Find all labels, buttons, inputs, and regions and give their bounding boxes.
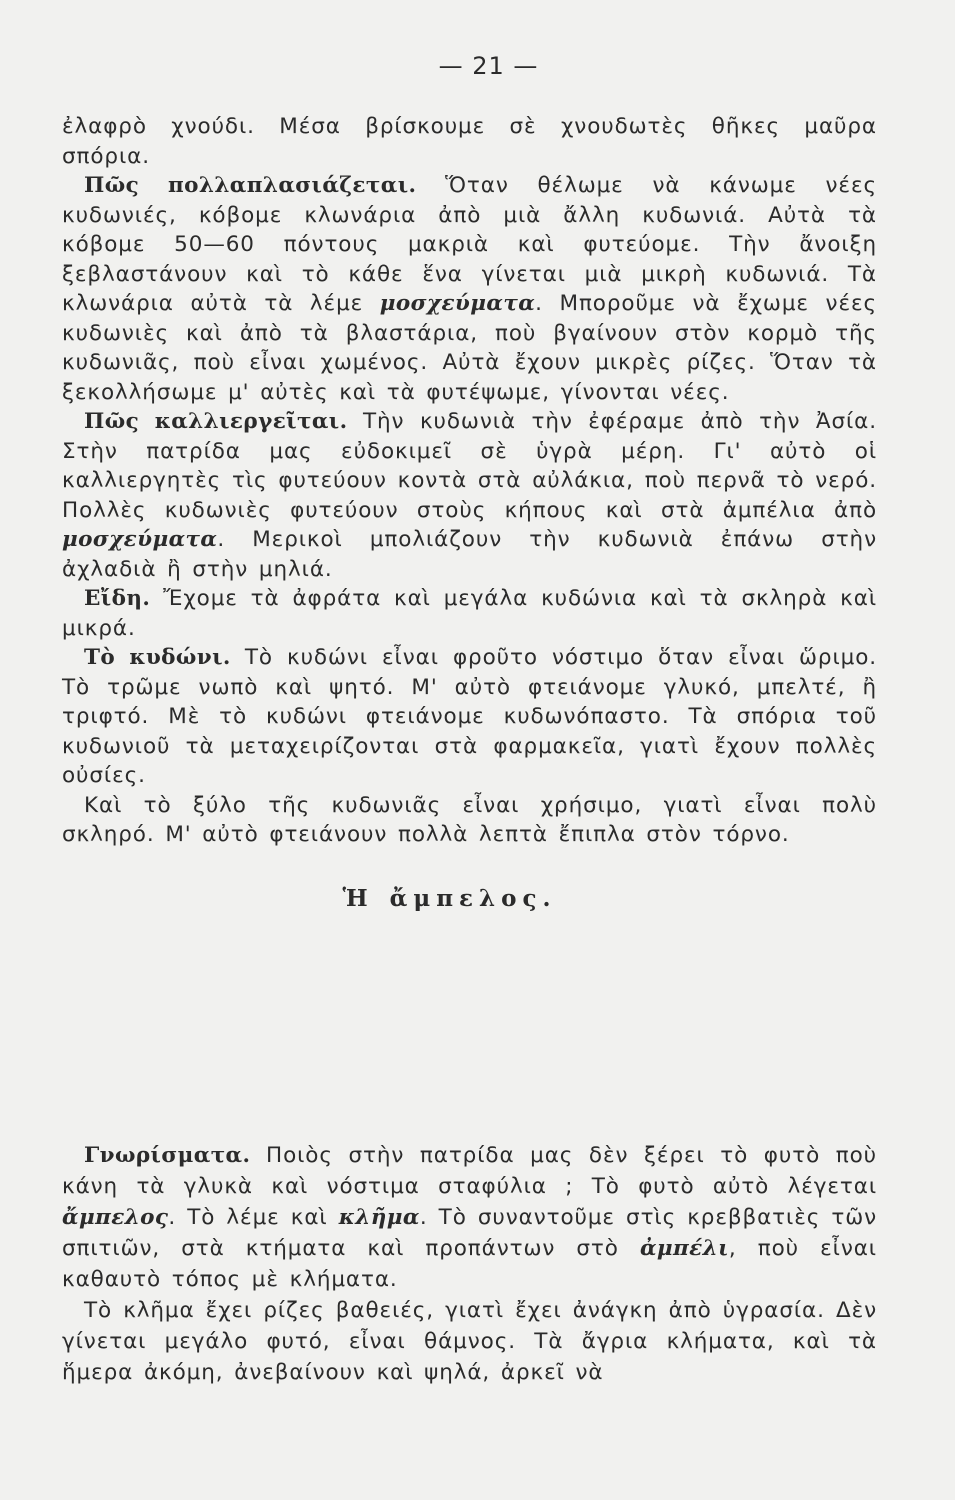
section-title-article: Ἡ: [342, 884, 368, 912]
heading-fruit: Τὸ κυδώνι.: [84, 645, 231, 670]
paragraph-roots: Τὸ κλῆμα ἔχει ρίζες βαθειές, γιατὶ ἔχει ἀνάγκη ἀπὸ ὑγρασία. Δὲν γίνεται μεγάλο φυτό, εἶναι θάμνος. Τὰ ἄγρια κλήματα, καὶ τὰ ἥμερα ἀκόμη, ἀνεβαίνουν καὶ ψηλά, ἀρκεῖ νὰ: [62, 1298, 877, 1385]
paragraph-cultivation-text-b: . Μερικοὶ μπολιάζουν τὴν κυδωνιὰ ἐπάνω στὴν ἀχλαδιὰ ἢ στὴν μηλιά.: [62, 527, 877, 582]
paragraph-characteristics-text-a: Ποιὸς στὴν πατρίδα μας δὲν ξέρει τὸ φυτὸ ποὺ κάνη τὰ γλυκὰ καὶ νόστιμα σταφύλια ; Τὸ φυτὸ αὐτὸ λέγεται: [62, 1143, 877, 1199]
paragraph-fruit-text: Τὸ κυδώνι εἶναι φροῦτο νόστιμο ὅταν εἶναι ὥριμο. Τὸ τρῶμε νωπὸ καὶ ψητό. Μ' αὐτὸ φτειάνομε γλυκό, μπελτέ, ἢ τριφτό. Μὲ τὸ κυδώνι φτειάνομε κυδωνόπαστο. Τὰ σπόρια τοῦ κυδωνιοῦ τὰ μεταχειρίζονται στὰ φαρμακεῖα, γιατὶ ἔχουν πολλὲς οὐσίες.: [62, 645, 877, 788]
vine-text-block: [62, 1140, 877, 1388]
paragraph-cultivation: [62, 407, 877, 584]
paragraph-characteristics-text-b: . Τὸ λέμε καὶ: [168, 1205, 339, 1230]
paragraph-fruit: [62, 643, 877, 791]
heading-characteristics: Γνωρίσματα.: [84, 1143, 251, 1168]
term-cuttings: μοσχεύματα: [379, 291, 536, 316]
term-ampeli: ἀμπέλι: [639, 1236, 729, 1261]
paragraph-cultivation-text-a: Τὴν κυδωνιὰ τὴν ἐφέραμε ἀπὸ τὴν Ἀσία. Στὴν πατρίδα μας εὐδοκιμεῖ σὲ ὑγρὰ μέρη. Γι' αὐτὸ οἱ καλλιεργητὲς τὶς φυτεύουν κοντὰ στὰ αὐλάκια, ποὺ περνᾶ τὸ νερό. Πολλὲς κυδωνιὲς φυτεύουν στοὺς κήπους καὶ στὰ ἀμπέλια ἀπὸ: [62, 409, 877, 523]
paragraph-propagation: [62, 171, 877, 407]
page-number: — 21 —: [438, 52, 539, 80]
section-title-word: ἄμπελος.: [389, 884, 557, 912]
quince-text-block: [62, 112, 877, 956]
term-cuttings-2: μοσχεύματα: [62, 527, 218, 552]
term-klima: κλῆμα: [338, 1205, 420, 1230]
paragraph-kinds: [62, 584, 877, 643]
paragraph-characteristics-text-d: , ποὺ εἶναι καθαυτὸ τόπος μὲ κλήματα.: [62, 1236, 877, 1292]
term-ampelos: ἄμπελος: [62, 1205, 169, 1230]
paragraph-propagation-text-a: Ὅταν θέλωμε νὰ κάνωμε νέες κυδωνιές, κόβομε κλωνάρια ἀπὸ μιὰ ἄλλη κυδωνιά. Αὐτὰ τὰ κόβομε 50—60 πόντους μακριὰ καὶ φυτεύομε. Τὴν ἄνοιξη ξεβλαστάνουν καὶ τὸ κάθε ἕνα γίνεται μιὰ μικρὴ κυδωνιά. Τὰ κλωνάρια αὐτὰ τὰ λέμε: [62, 173, 877, 316]
paragraph-wood: Καὶ τὸ ξύλο τῆς κυδωνιᾶς εἶναι χρήσιμο, γιατὶ εἶναι πολὺ σκληρό. Μ' αὐτὸ φτειάνουν πολλὰ λεπτὰ ἔπιπλα στὸν τόρνο.: [62, 792, 877, 847]
heading-propagation: Πῶς πολλαπλασιάζεται.: [84, 173, 417, 198]
paragraph-seeds: ἐλαφρὸ χνούδι. Μέσα βρίσκουμε σὲ χνουδωτὲς θῆκες μαῦρα σπόρια.: [62, 114, 877, 169]
heading-kinds: Εἴδη.: [84, 586, 151, 611]
paragraph-propagation-text-b: . Μποροῦμε νὰ ἔχωμε νέες κυδωνιὲς καὶ ἀπὸ τὰ βλαστάρια, ποὺ βγαίνουν στὸν κορμὸ τῆς κυδωνιᾶς, ποὺ εἶναι χωμένος. Αὐτὰ ἔχουν μικρὲς ρίζες. Ὅταν τὰ ξεκολλήσωμε μ' αὐτὲς καὶ τὰ φυτέψωμε, γίνονται νέες.: [62, 291, 877, 405]
paragraph-characteristics: [62, 1140, 877, 1295]
paragraph-kinds-text: Ἔχομε τὰ ἀφράτα καὶ μεγάλα κυδώνια καὶ τὰ σκληρὰ καὶ μικρά.: [62, 586, 877, 641]
section-title-vine: [62, 884, 877, 915]
paragraph-characteristics-text-c: . Τὸ συναντοῦμε στὶς κρεββατιὲς τῶν σπιτιῶν, στὰ κτήματα καὶ προπάντων στὸ: [62, 1205, 878, 1261]
heading-cultivation: Πῶς καλλιεργεῖται.: [84, 409, 348, 434]
